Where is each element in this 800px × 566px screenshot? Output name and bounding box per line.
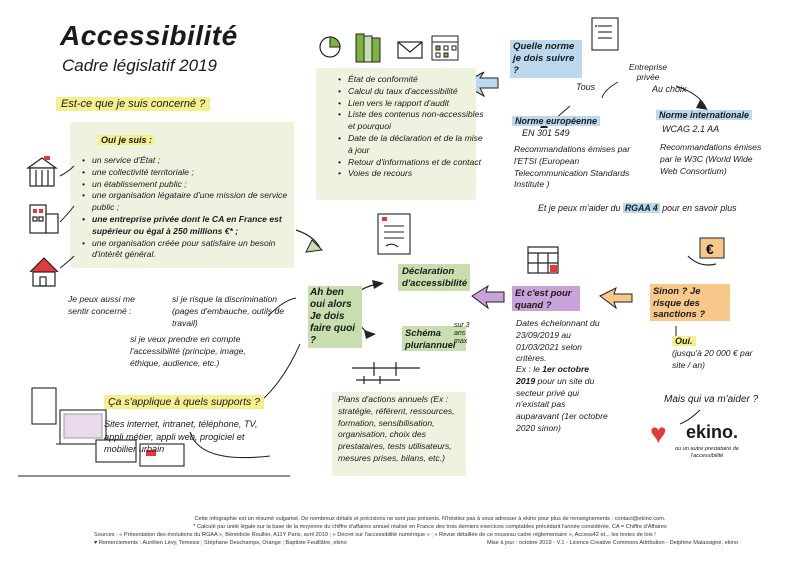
footer-line: Sources : « Présentation des évolutions du RGAA », Bénédicte Roullier, A11Y Paris, avril 2019 ; « Décret sur l'accessibilité numérique » ; « Revue détaillée de ce nouveau cadre réglementaire », Access42 et... les textes de lois !: [94, 532, 656, 538]
when-label: Et c'est pour quand ?: [512, 286, 580, 311]
pie-chart-icon: [320, 37, 340, 57]
intl-norm-desc: Recommandations émises par le W3C (World Wide Web Consortium): [660, 142, 762, 176]
envelope-icon: [398, 42, 422, 58]
eu-norm-code: EN 301 549: [522, 128, 570, 138]
concerned-heading: Est-ce que je suis concerné ?: [56, 97, 210, 111]
list-item: • État de conformité: [348, 74, 488, 86]
list-item: • Retour d'informations et de contact: [348, 157, 488, 169]
footer-line: * Calculé par unité légale sur la base de la moyenne du chiffre d'affaires annuel réalisé en France des trois derniers exercices comptables précédant l'année considérée, CA = Chiffre d'Affaires: [193, 524, 667, 530]
list-item: • Date de la déclaration et de la mise à jour: [348, 133, 488, 157]
schedule-icon: [432, 36, 458, 60]
declaration-content-list: [336, 74, 488, 180]
heart-icon: ♥: [650, 418, 667, 449]
svg-text:€: €: [706, 241, 714, 257]
when-dates: Dates échelonnant du 23/09/2019 au 01/03/2021 selon critères.: [516, 318, 600, 364]
helper-note: ou un autre prestataire de l'accessibilité: [674, 446, 740, 459]
norm-choice: Au choix: [652, 84, 687, 94]
rgaa-label: RGAA 4: [624, 203, 658, 213]
list-item: • Lien vers le rapport d'audit: [348, 98, 488, 110]
supports-text: Sites internet, intranet, téléphone, TV, appli métier, appli web, progiciel et mobilier urbain: [104, 419, 258, 454]
calendar-icon: [528, 247, 558, 273]
concerned-yes: Oui je suis :: [98, 135, 155, 145]
timeline-icon: [352, 362, 420, 384]
list-item: • une organisation créée pour satisfaire un besoin d'intérêt général.: [92, 238, 302, 262]
ekino-logo: ekino.: [686, 422, 739, 442]
list-item: • Liste des contenus non-accessibles et pourquoi: [348, 109, 488, 133]
norm-all: Tous: [576, 82, 596, 92]
intl-norm-code: WCAG 2.1 AA: [662, 124, 720, 134]
list-item: • une entreprise privée dont le CA en France est supérieur ou égal à 250 millions €* ;: [92, 214, 302, 238]
when-example-date: 1er octobre 2019: [516, 364, 590, 386]
list-item: • Calcul du taux d'accessibilité: [348, 86, 488, 98]
also-concerned-label: Je peux aussi me sentir concerné :: [68, 294, 135, 316]
office-building-icon: [30, 205, 58, 233]
also-risk-text: si je risque la discrimination (pages d'embauche, outils de travail): [172, 294, 284, 328]
list-item: • un service d'État ;: [92, 155, 302, 167]
how-label: Ah ben oui alors Je dois faire quoi ?: [308, 286, 362, 348]
rgaa-help-prefix: Et je peux m'aider du: [538, 203, 621, 213]
page-title: Accessibilité: [60, 20, 238, 51]
intl-norm-title: Norme internationale: [656, 110, 752, 120]
rgaa-help: [538, 203, 778, 215]
documents-icon: [356, 34, 380, 62]
list-item: • un établissement public ;: [92, 179, 302, 191]
norm-private: Entreprise privée: [628, 62, 668, 82]
sanctions-amount: (jusqu'à 20 000 € par site / an): [672, 348, 753, 370]
declaration-document-icon: [378, 214, 410, 254]
sanctions-label: Sinon ? Je risque des sanctions ?: [650, 284, 730, 321]
when-example-prefix: Ex : le: [516, 364, 540, 374]
house-icon: [30, 258, 58, 286]
norm-question: Quelle norme je dois suivre ?: [510, 40, 582, 78]
list-item: • une organisation légataire d'une mission de service public ;: [92, 190, 302, 214]
footer-line: ♥ Remerciements : Aurélien Lévy, Temesis ; Stéphane Deschamps, Orange ; Baptiste Feuillâtre, ekino: [94, 540, 347, 546]
page-subtitle: Cadre législatif 2019: [62, 56, 217, 75]
declaration-label: Déclaration d'accessibilité: [398, 264, 470, 291]
footer-line: Mise à jour : octobre 2019 - V.1 - Licence Creative Commons Attribution - Delphine Malassigné, ekino: [486, 540, 738, 546]
also-value-text: si je veux prendre en compte l'accessibilité (principe, image, éthique, audience, etc.): [130, 334, 246, 368]
when-example-suffix: pour un site du secteur privé qui n'existait pas auparavant (1er octobre 2020 sinon): [516, 375, 608, 433]
eu-norm-title: Norme européenne: [512, 116, 600, 126]
plans-text: Plans d'actions annuels (Ex : stratégie, référent, ressources, formation, sensibilisation, organisation, choix des prestataires, tests utilisateurs, mesures prises, bilans, etc.): [338, 394, 455, 463]
government-building-icon: [28, 156, 56, 186]
checklist-icon: [592, 18, 618, 50]
rgaa-help-suffix: pour en savoir plus: [662, 203, 737, 213]
supports-heading: Ça s'applique à quels supports ?: [104, 395, 264, 409]
schema-label: Schéma pluriannuel: [402, 326, 466, 351]
euro-coin-icon: [688, 238, 724, 265]
eu-norm-desc: Recommandations émises par l'ETSI (European Telecommunication Standards Institute ): [514, 144, 631, 190]
sanctions-answer: Oui.: [672, 336, 696, 346]
list-item: • Voies de recours: [348, 168, 488, 180]
schema-duration: sur 3 ans max: [454, 322, 470, 345]
when-example: [516, 364, 608, 435]
footer-line: Cette infographie est un résumé vulgarisé. De nombreux détails et précisions ne sont pas présents. N'hésitez pas à vous adresser à ekino pour plus de renseignements : contact@ekino.com.: [194, 516, 666, 522]
list-item: • une collectivité territoriale ;: [92, 167, 302, 179]
helper-question: Mais qui va m'aider ?: [664, 394, 759, 405]
